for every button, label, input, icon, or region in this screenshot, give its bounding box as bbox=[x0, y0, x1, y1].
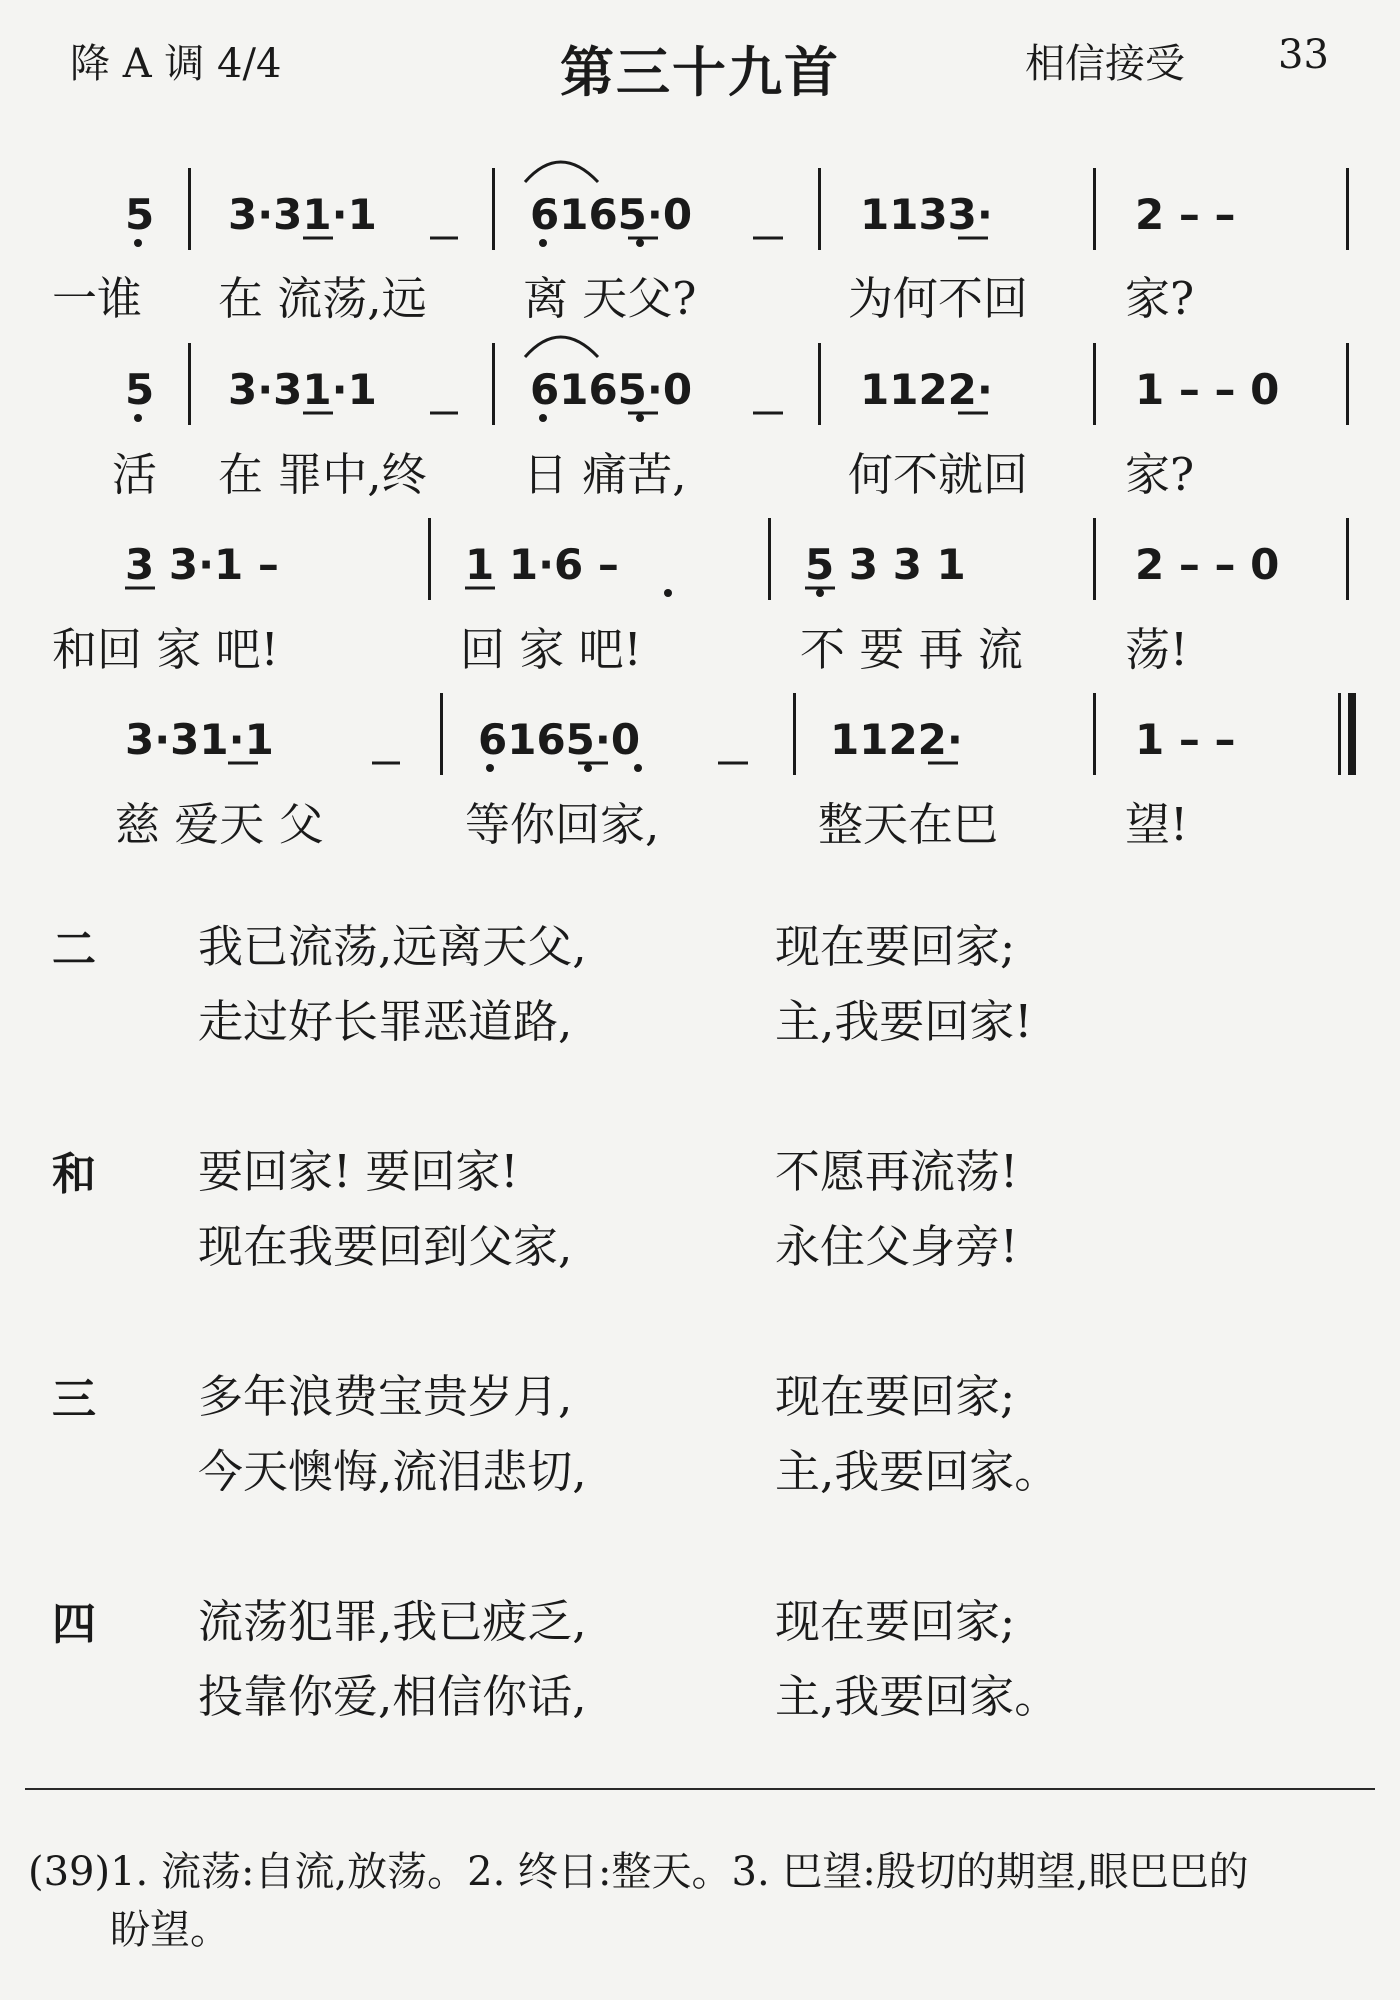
verse-line: 主,我要回家。 bbox=[775, 1445, 1060, 1498]
note-group: 3 3·1 – bbox=[125, 540, 279, 589]
octave-dot bbox=[634, 764, 642, 772]
lyric: 离 天父? bbox=[523, 272, 697, 325]
note-group: 3·31·1 bbox=[125, 715, 274, 764]
verse-line: 走过好长罪恶道路, bbox=[198, 995, 573, 1048]
note-group: 6165·0 bbox=[478, 715, 641, 764]
footnote-divider bbox=[25, 1788, 1375, 1790]
octave-dot bbox=[584, 764, 592, 772]
octave-dot bbox=[486, 764, 494, 772]
lyric: 一谁 bbox=[52, 272, 143, 325]
lyric: 望! bbox=[1125, 798, 1189, 851]
verse-line: 现在要回家; bbox=[775, 1595, 1016, 1648]
footnote-line-2: 盼望。 bbox=[110, 1907, 230, 1953]
note-group: 1122· bbox=[830, 715, 963, 764]
octave-dot bbox=[539, 239, 547, 247]
note-group: 1 1·6 – bbox=[465, 540, 619, 589]
lyric: 不 要 再 流 bbox=[800, 623, 1023, 676]
lyric: 整天在巴 bbox=[818, 798, 999, 851]
lyric: 活 bbox=[112, 448, 158, 501]
lyric: 和回 家 吧! bbox=[52, 623, 279, 676]
verse-line: 现在要回家; bbox=[775, 920, 1016, 973]
octave-dot bbox=[664, 589, 672, 597]
octave-dot bbox=[816, 589, 824, 597]
footnote-line-1: (39)1. 流荡:自流,放荡。2. 终日:整天。3. 巴望:殷切的期望,眼巴巴的 bbox=[28, 1849, 1249, 1895]
verse-line: 主,我要回家! bbox=[775, 995, 1033, 1048]
lyric: 在 流荡,远 bbox=[218, 272, 427, 325]
verse-line: 主,我要回家。 bbox=[775, 1670, 1060, 1723]
octave-dot bbox=[636, 414, 644, 422]
octave-dot bbox=[539, 414, 547, 422]
page-number: 33 bbox=[1278, 32, 1329, 78]
note-group: 5 bbox=[125, 365, 155, 414]
verse-label: 四 bbox=[52, 1599, 96, 1650]
lyric: 家? bbox=[1125, 448, 1195, 501]
key-signature: 降 A 调 4/4 bbox=[70, 41, 282, 87]
lyric: 家? bbox=[1125, 272, 1195, 325]
lyric: 在 罪中,终 bbox=[218, 448, 427, 501]
lyric: 何不就回 bbox=[848, 448, 1029, 501]
verse-label: 二 bbox=[52, 924, 96, 975]
verse-line: 投靠你爱,相信你话, bbox=[198, 1670, 587, 1723]
lyric: 慈 爱天 父 bbox=[115, 798, 324, 851]
note-group: 1133· bbox=[860, 190, 993, 239]
note-group: 6165·0 bbox=[530, 190, 693, 239]
verse-line: 今天懊悔,流泪悲切, bbox=[198, 1445, 587, 1498]
verse-label: 和 bbox=[52, 1149, 96, 1200]
hymn-title: 第三十九首 bbox=[560, 41, 840, 104]
note-group: 3·31·1 bbox=[228, 190, 377, 239]
verse-line: 要回家! 要回家! bbox=[198, 1145, 519, 1198]
verse-line: 现在我要回到父家, bbox=[198, 1220, 573, 1273]
lyric: 等你回家, bbox=[465, 798, 660, 851]
note-group: 1122· bbox=[860, 365, 993, 414]
lyric: 荡! bbox=[1125, 623, 1189, 676]
note-group: 1 – – 0 bbox=[1135, 365, 1280, 414]
verse-line: 永住父身旁! bbox=[775, 1220, 1019, 1273]
lyric: 为何不回 bbox=[848, 272, 1029, 325]
slur bbox=[525, 337, 598, 357]
octave-dot bbox=[636, 239, 644, 247]
octave-dot bbox=[134, 414, 142, 422]
note-group: 3·31·1 bbox=[228, 365, 377, 414]
verse-line: 现在要回家; bbox=[775, 1370, 1016, 1423]
verse-line: 多年浪费宝贵岁月, bbox=[198, 1370, 573, 1423]
note-group: 2 – – bbox=[1135, 190, 1236, 239]
note-group: 5 bbox=[125, 190, 155, 239]
note-group: 5 3 3 1 bbox=[805, 540, 966, 589]
lyric: 回 家 吧! bbox=[460, 623, 642, 676]
lyric: 日 痛苦, bbox=[523, 448, 687, 501]
hymn-theme: 相信接受 bbox=[1025, 41, 1185, 87]
note-group: 1 – – bbox=[1135, 715, 1236, 764]
octave-dot bbox=[134, 239, 142, 247]
slur bbox=[525, 162, 598, 182]
note-group: 2 – – 0 bbox=[1135, 540, 1280, 589]
verse-line: 不愿再流荡! bbox=[775, 1145, 1019, 1198]
verse-label: 三 bbox=[52, 1374, 96, 1425]
note-group: 6165·0 bbox=[530, 365, 693, 414]
verse-line: 流荡犯罪,我已疲乏, bbox=[198, 1595, 587, 1648]
verse-line: 我已流荡,远离天父, bbox=[198, 920, 587, 973]
